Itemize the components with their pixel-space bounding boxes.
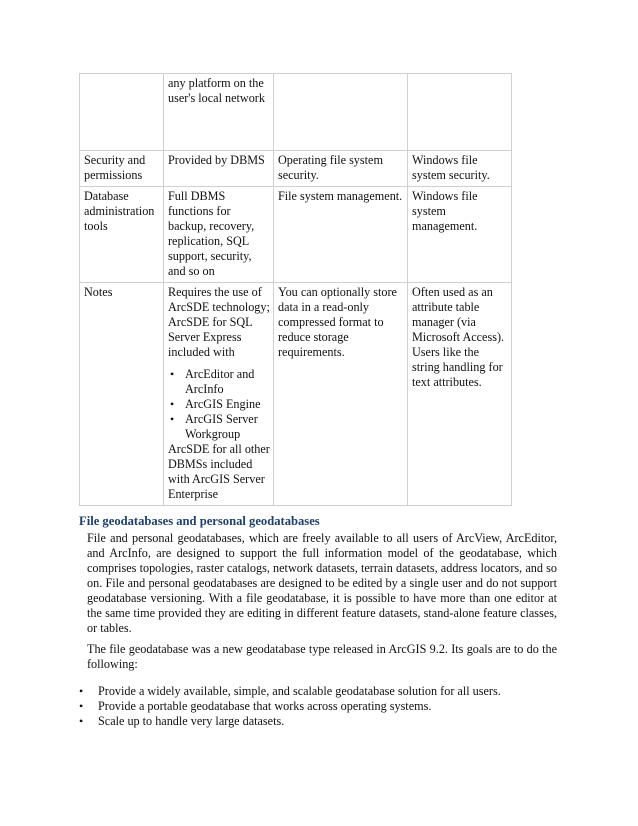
list-item: • Provide a widely available, simple, and scalable geodatabase solution for all users. [79,684,559,699]
list-item: • Provide a portable geodatabase that works across operating systems. [79,699,559,714]
table-cell [164,74,274,151]
table-row [80,283,512,506]
row-label-admin-tools: Database administration tools [84,189,155,233]
table-cell [274,283,408,506]
table-cell [274,187,408,283]
table-cell [274,74,408,151]
row-label-security: Security and permissions [84,153,146,182]
table-cell [408,151,512,187]
cell-text: You can optionally store data in a read-only compressed format to reduce storage requirements. [278,285,397,359]
table-cell [80,283,164,506]
table-cell [80,74,164,151]
notes-intro: Requires the use of ArcSDE technology; ArcSDE for SQL Server Express included with [168,285,270,359]
cell-text: Often used as an attribute table manager (via Microsoft Access). Users like the string handling for text attributes. [412,285,505,389]
paragraph: File and personal geodatabases, which are freely available to all users of ArcView, ArcEditor, and ArcInfo, are designed to support the full information model of the geodatabase, which comprises topologies, raster catalogs, network datasets, terrain datasets, address locators, and so on. File and personal geodatabases are designed to be edited by a single user and do not support geodatabase versioning. With a file geodatabase, it is possible to have more than one editor at the same time provided they are editing in different feature datasets, stand-alone feature classes, or tables. [87,531,557,635]
table-row [80,74,512,151]
table-cell [164,187,274,283]
table-row [80,187,512,283]
row-label-notes: Notes [84,285,113,299]
paragraph: The file geodatabase was a new geodatabase type released in ArcGIS 9.2. Its goals are to do the following: [87,642,557,671]
section-heading: File geodatabases and personal geodatabases [79,514,320,528]
table-cell [274,151,408,187]
notes-bullet-list [168,367,270,442]
list-item: • ArcGIS Server Workgroup [185,412,270,442]
table-cell [80,151,164,187]
table-cell [408,283,512,506]
list-item: • ArcGIS Engine [185,397,270,412]
list-item: • ArcEditor and ArcInfo [185,367,270,397]
table-cell [80,187,164,283]
notes-outro: ArcSDE for all other DBMSs included with ArcGIS Server Enterprise [168,442,270,501]
table-cell [408,74,512,151]
cell-text: Operating file system security. [278,153,383,182]
goals-list [79,684,559,729]
table-cell [164,151,274,187]
table-cell [408,187,512,283]
cell-text: any platform on the user's local network [168,76,265,105]
table-row [80,151,512,187]
cell-text: Windows file system security. [412,153,490,182]
cell-text: Windows file system management. [412,189,478,233]
geodatabase-comparison-table [79,73,512,506]
table-cell [164,283,274,506]
cell-text: File system management. [278,189,403,203]
cell-text: Provided by DBMS [168,153,265,167]
list-item: • Scale up to handle very large datasets. [79,714,559,729]
cell-text: Full DBMS functions for backup, recovery, replication, SQL support, security, and so on [168,189,255,278]
